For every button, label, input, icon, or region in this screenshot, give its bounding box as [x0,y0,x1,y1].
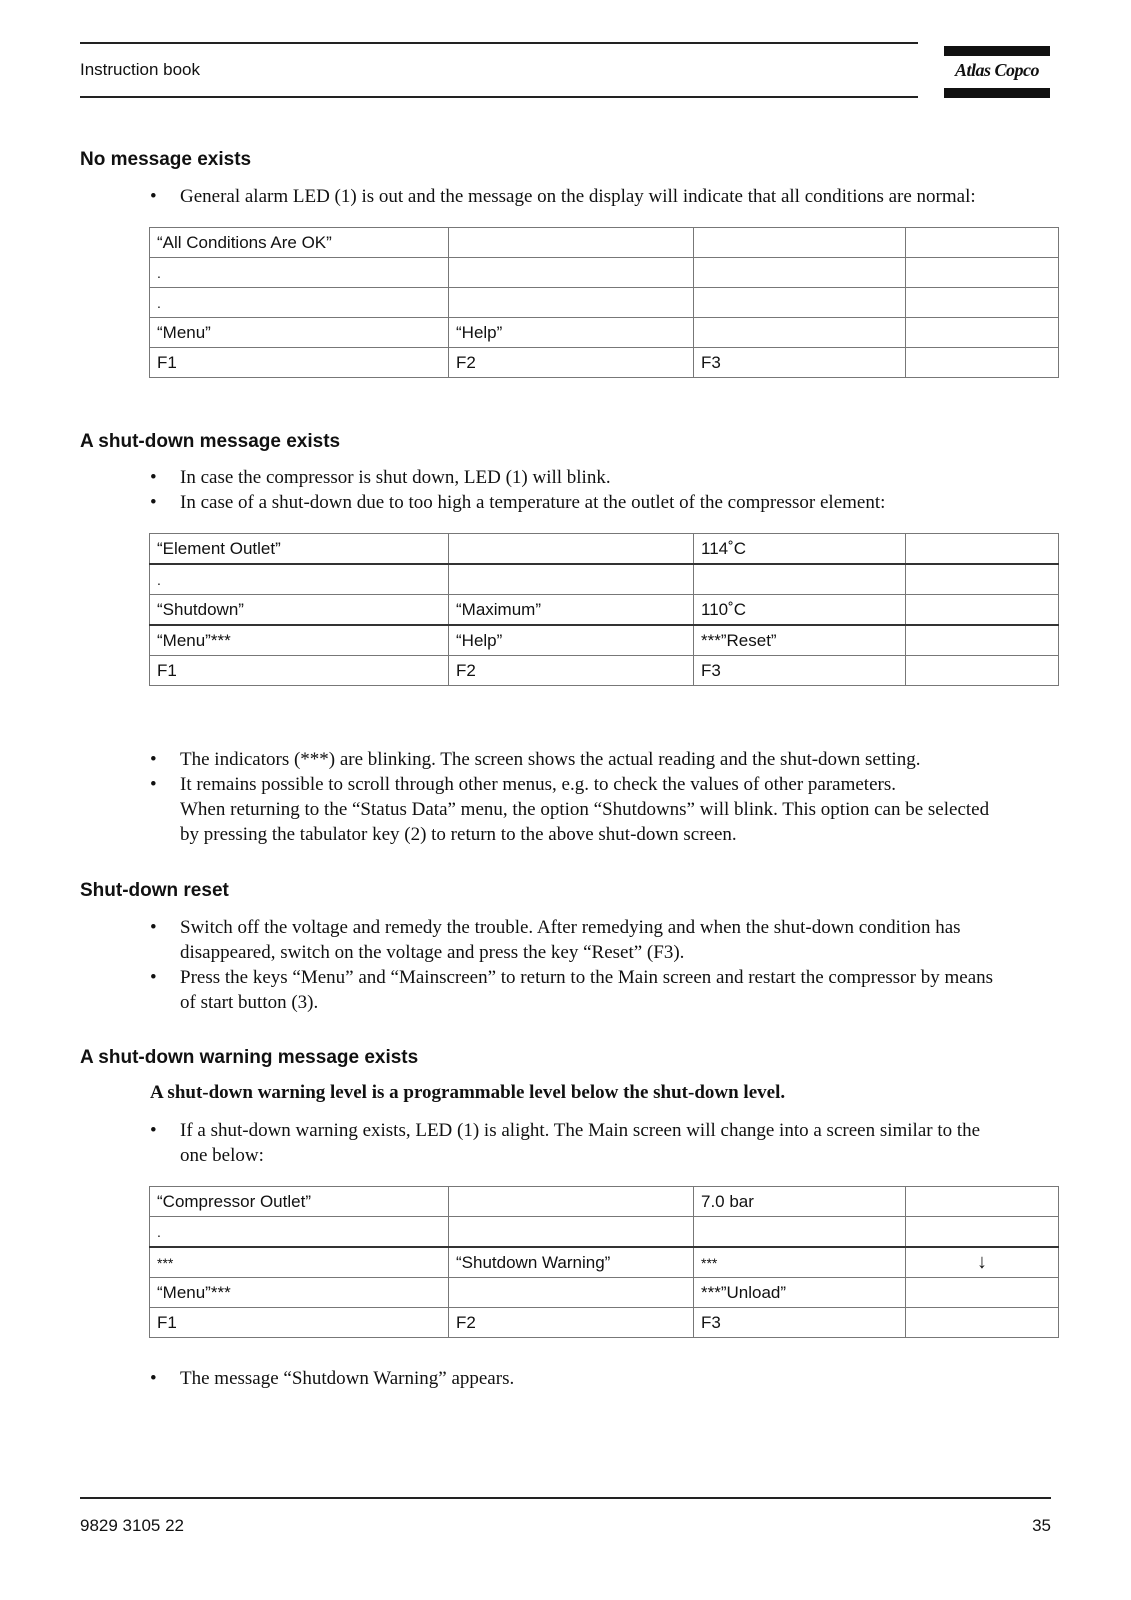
bullet-text: When returning to the “Status Data” menu, the option “Shutdowns” will blink. This option can be selected [180,799,990,820]
logo-top-bar [944,46,1050,56]
table-cell: . [150,288,449,318]
table-cell [906,288,1059,318]
table-cell [906,1187,1059,1217]
bullet-text: one below: [180,1145,264,1166]
table-cell [449,1278,694,1308]
table-cell: ***”Reset” [694,625,906,656]
bullet-dot: • [150,1120,157,1141]
footer-rule [80,1497,1051,1499]
table-cell [906,348,1059,378]
display-table-normal [149,227,1059,378]
bullet-dot: • [150,492,157,513]
bullet-text: by pressing the tabulator key (2) to return to the above shut-down screen. [180,824,737,845]
table-row [150,534,1059,565]
bullet-text: If a shut-down warning exists, LED (1) is alight. The Main screen will change into a screen similar to the [180,1120,981,1141]
section-heading-no-message: No message exists [80,149,252,170]
table-cell [906,1217,1059,1248]
table-cell [449,288,694,318]
table-cell [906,1308,1059,1338]
table-cell [906,1278,1059,1308]
table-cell: “Help” [449,318,694,348]
table-cell: “Compressor Outlet” [150,1187,449,1217]
bullet-text: General alarm LED (1) is out and the message on the display will indicate that all conditions are normal: [180,186,976,207]
bullet-text: The message “Shutdown Warning” appears. [180,1368,515,1389]
bullet-text: In case the compressor is shut down, LED (1) will blink. [180,467,611,488]
header-top-rule [80,42,918,44]
logo-bottom-bar [944,88,1050,98]
bullet-dot: • [150,186,157,207]
table-row [150,656,1059,686]
bullet-dot: • [150,917,157,938]
bullet-text: of start button (3). [180,992,319,1013]
table-cell: F3 [694,348,906,378]
table-row [150,1278,1059,1308]
table-cell [906,534,1059,565]
table-cell [694,228,906,258]
section-heading-shutdown: A shut-down message exists [80,431,341,452]
table-row [150,318,1059,348]
header-bottom-rule [80,96,918,98]
table-cell: “All Conditions Are OK” [150,228,449,258]
logo-text: Atlas Copco [954,60,1039,80]
table-cell: F2 [449,1308,694,1338]
table-cell: F1 [150,1308,449,1338]
warning-definition: A shut-down warning level is a programmable level below the shut-down level. [150,1082,786,1103]
table-row [150,1308,1059,1338]
table-row [150,288,1059,318]
table-cell: 110˚C [694,595,906,626]
table-cell: F2 [449,348,694,378]
table-cell [906,318,1059,348]
table-cell [694,318,906,348]
table-cell: “Shutdown” [150,595,449,626]
table-cell: F3 [694,1308,906,1338]
table-cell: “Element Outlet” [150,534,449,565]
table-cell [449,564,694,595]
table-cell: F1 [150,656,449,686]
down-arrow-icon: ↓ [906,1247,1059,1278]
table-cell: *** [694,1247,906,1278]
bullet-text: Press the keys “Menu” and “Mainscreen” to return to the Main screen and restart the compressor by means [180,967,994,988]
section-heading-reset: Shut-down reset [80,880,229,901]
page-number: 35 [1032,1516,1051,1535]
table-row [150,1217,1059,1248]
bullet-text: In case of a shut-down due to too high a temperature at the outlet of the compressor element: [180,492,886,513]
bullet-text: The indicators (***) are blinking. The screen shows the actual reading and the shut-down setting. [180,749,921,770]
table-row [150,595,1059,626]
table-cell: 7.0 bar [694,1187,906,1217]
table-row [150,564,1059,595]
header-title: Instruction book [80,60,201,79]
document-number: 9829 3105 22 [80,1516,184,1535]
section-heading-warning: A shut-down warning message exists [80,1047,419,1068]
display-table-warning [149,1186,1059,1338]
table-cell: “Shutdown Warning” [449,1247,694,1278]
table-cell [906,228,1059,258]
table-row [150,1247,1059,1278]
bullet-dot: • [150,1368,157,1389]
table-cell: “Help” [449,625,694,656]
bullet-dot: • [150,774,157,795]
table-row [150,258,1059,288]
bullet-text: Switch off the voltage and remedy the trouble. After remedying and when the shut-down condition has [180,917,961,938]
table-cell: “Maximum” [449,595,694,626]
table-cell: 114˚C [694,534,906,565]
table-cell [694,258,906,288]
table-cell [694,288,906,318]
table-row [150,1187,1059,1217]
bullet-dot: • [150,967,157,988]
display-table-shutdown [149,533,1059,686]
atlas-copco-logo [944,46,1050,100]
table-cell [906,564,1059,595]
table-cell: F1 [150,348,449,378]
table-cell: . [150,258,449,288]
bullet-dot: • [150,749,157,770]
table-cell [694,564,906,595]
table-cell [449,1217,694,1248]
table-cell [906,258,1059,288]
bullet-text: It remains possible to scroll through other menus, e.g. to check the values of other parameters. [180,774,896,795]
table-cell [694,1217,906,1248]
table-cell: “Menu”*** [150,625,449,656]
table-cell: “Menu”*** [150,1278,449,1308]
table-cell [906,595,1059,626]
table-cell: . [150,564,449,595]
table-cell [906,625,1059,656]
table-cell [449,1187,694,1217]
table-row [150,228,1059,258]
table-cell: ***”Unload” [694,1278,906,1308]
table-cell [449,228,694,258]
bullet-dot: • [150,467,157,488]
table-cell [906,656,1059,686]
table-row [150,625,1059,656]
table-cell: F2 [449,656,694,686]
table-cell: . [150,1217,449,1248]
table-cell [449,534,694,565]
table-row [150,348,1059,378]
bullet-text: disappeared, switch on the voltage and press the key “Reset” (F3). [180,942,685,963]
table-cell: F3 [694,656,906,686]
table-cell: “Menu” [150,318,449,348]
table-cell: *** [150,1247,449,1278]
table-cell [449,258,694,288]
